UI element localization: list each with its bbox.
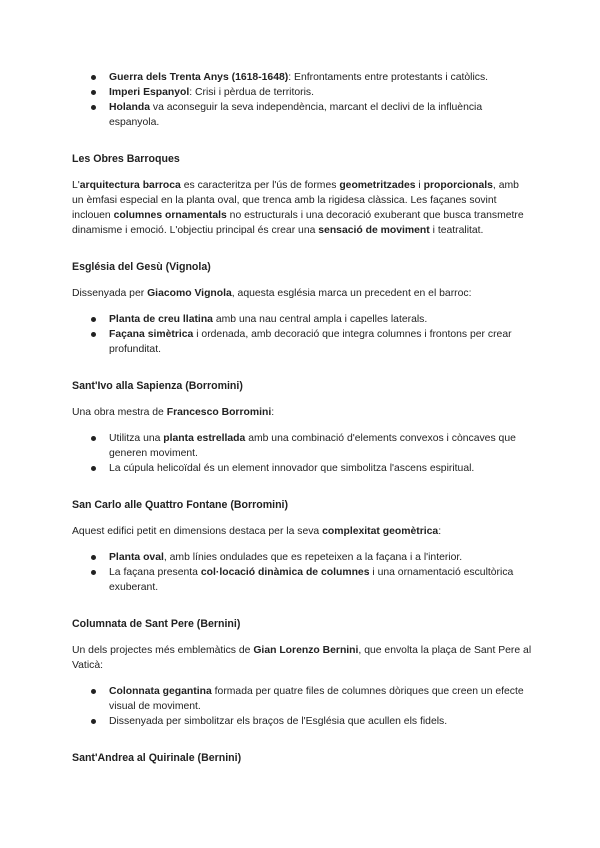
sant-pere-bullet-list bbox=[72, 684, 532, 729]
section-heading-sant-ivo: Sant'Ivo alla Sapienza (Borromini) bbox=[72, 380, 243, 392]
list-item: La façana presenta col·locació dinàmica de columnes i una ornamentació escultòrica exuberant. bbox=[72, 565, 532, 595]
paragraph-sant-ivo: Una obra mestra de Francesco Borromini: bbox=[72, 407, 275, 418]
gesu-bullet-list bbox=[72, 312, 532, 357]
san-carlo-bullet-list bbox=[72, 550, 532, 595]
paragraph-sant-pere: Un dels projectes més emblemàtics de Gian Lorenzo Bernini, que envolta la plaça de Sant Pere al Vaticà: bbox=[72, 645, 532, 671]
list-item: Holanda va aconseguir la seva independència, marcant el declivi de la influència espanyola. bbox=[72, 100, 532, 130]
section-heading-san-carlo: San Carlo alle Quattro Fontane (Borromini) bbox=[72, 499, 289, 511]
list-item: Façana simètrica i ordenada, amb decoració que integra columnes i frontons per crear profunditat. bbox=[72, 327, 532, 357]
section-heading-sant-andrea: Sant'Andrea al Quirinale (Bernini) bbox=[72, 752, 242, 764]
list-item: Planta de creu llatina amb una nau central ampla i capelles laterals. bbox=[72, 312, 532, 327]
list-item: Colonnata gegantina formada per quatre files de columnes dòriques que creen un efecte visual de moviment. bbox=[72, 684, 532, 714]
list-item: La cúpula helicoïdal és un element innovador que simbolitza l'ascens espiritual. bbox=[72, 461, 532, 476]
list-item: Planta oval, amb línies ondulades que es repeteixen a la façana i a l'interior. bbox=[72, 550, 532, 565]
list-item: Dissenyada per simbolitzar els braços de l'Església que acullen els fidels. bbox=[72, 714, 532, 729]
section-heading-sant-pere: Columnata de Sant Pere (Bernini) bbox=[72, 618, 241, 630]
intro-bullet-list bbox=[72, 70, 532, 130]
list-item: Guerra dels Trenta Anys (1618-1648): Enfrontaments entre protestants i catòlics. bbox=[72, 70, 532, 85]
paragraph-barroques: L'arquitectura barroca es caracteritza per l'ús de formes geometritzades i proporcionals, amb un èmfasi especial en la planta oval, que trenca amb la rigidesa clàssica. Les façanes sovint inclouen columnes ornamentals no estructurals i una decoració exuberant que busca transmetre dinamisme i emoció. L'objectiu principal és crear una sensació de moviment i teatralitat. bbox=[72, 180, 524, 236]
paragraph-gesu: Dissenyada per Giacomo Vignola, aquesta església marca un precedent en el barroc: bbox=[72, 288, 472, 299]
sant-ivo-bullet-list bbox=[72, 431, 532, 476]
document-content bbox=[72, 70, 532, 766]
section-heading-gesu: Església del Gesù (Vignola) bbox=[72, 261, 211, 273]
section-heading-obres-barroques: Les Obres Barroques bbox=[72, 153, 180, 165]
list-item: Imperi Espanyol: Crisi i pèrdua de territoris. bbox=[72, 85, 532, 100]
list-item: Utilitza una planta estrellada amb una combinació d'elements convexos i còncaves que generen moviment. bbox=[72, 431, 532, 461]
paragraph-san-carlo: Aquest edifici petit en dimensions destaca per la seva complexitat geomètrica: bbox=[72, 526, 442, 537]
